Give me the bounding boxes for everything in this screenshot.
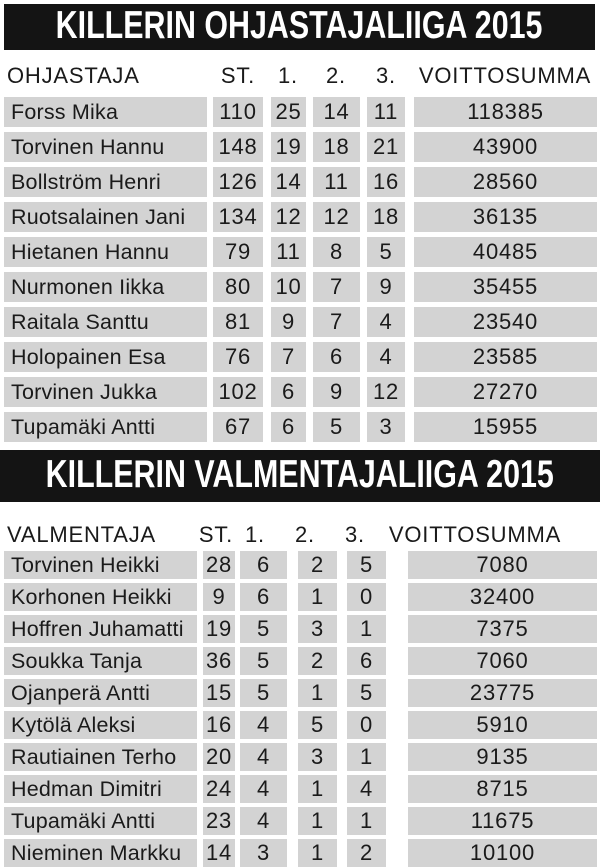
winnings-cell: 5910 — [408, 711, 597, 739]
third-places-cell: 11 — [367, 97, 405, 127]
second-places-cell: 1 — [298, 583, 337, 611]
second-places-cell: 5 — [313, 412, 360, 442]
winnings-cell: 23585 — [414, 342, 597, 372]
table-row — [0, 132, 600, 162]
starts-cell: 110 — [213, 97, 263, 127]
second-places-cell: 7 — [313, 272, 360, 302]
starts-cell: 81 — [213, 307, 263, 337]
winnings-cell: 35455 — [414, 272, 597, 302]
third-places-cell: 6 — [347, 647, 386, 675]
starts-cell: 76 — [213, 342, 263, 372]
person-name-cell: Soukka Tanja — [4, 647, 197, 675]
third-places-cell: 5 — [347, 551, 386, 579]
third-places-cell: 1 — [347, 807, 386, 835]
drivers-league-column-headers — [0, 62, 600, 90]
column-header-thirds: 3. — [376, 63, 396, 88]
first-places-cell: 4 — [240, 743, 287, 771]
winnings-cell: 15955 — [414, 412, 597, 442]
third-places-cell: 9 — [367, 272, 405, 302]
winnings-cell: 11675 — [408, 807, 597, 835]
second-places-cell: 5 — [298, 711, 337, 739]
person-name-cell: Ojanperä Antti — [4, 679, 197, 707]
first-places-cell: 12 — [271, 202, 306, 232]
second-places-cell: 3 — [298, 615, 337, 643]
third-places-cell: 2 — [347, 839, 386, 867]
third-places-cell: 21 — [367, 132, 405, 162]
first-places-cell: 3 — [240, 839, 287, 867]
first-places-cell: 9 — [271, 307, 306, 337]
column-header-winnings: VOITTOSUMMA — [418, 63, 592, 88]
first-places-cell: 6 — [240, 583, 287, 611]
column-header-seconds: 2. — [326, 63, 346, 88]
second-places-cell: 1 — [298, 679, 337, 707]
first-places-cell: 14 — [271, 167, 306, 197]
third-places-cell: 0 — [347, 711, 386, 739]
starts-cell: 15 — [203, 679, 235, 707]
second-places-cell: 8 — [313, 237, 360, 267]
second-places-cell: 3 — [298, 743, 337, 771]
starts-cell: 9 — [203, 583, 235, 611]
first-places-cell: 19 — [271, 132, 306, 162]
winnings-cell: 118385 — [414, 97, 597, 127]
third-places-cell: 4 — [367, 307, 405, 337]
second-places-cell: 11 — [313, 167, 360, 197]
first-places-cell: 6 — [271, 412, 306, 442]
winnings-cell: 40485 — [414, 237, 597, 267]
table-row — [0, 647, 600, 675]
third-places-cell: 5 — [367, 237, 405, 267]
person-name-cell: Korhonen Heikki — [4, 583, 197, 611]
person-name-cell: Ruotsalainen Jani — [4, 202, 207, 232]
starts-cell: 14 — [203, 839, 235, 867]
winnings-cell: 28560 — [414, 167, 597, 197]
person-name-cell: Torvinen Hannu — [4, 132, 207, 162]
first-places-cell: 4 — [240, 711, 287, 739]
column-header-starts: ST. — [220, 63, 256, 88]
starts-cell: 102 — [213, 377, 263, 407]
person-name-cell: Bollström Henri — [4, 167, 207, 197]
column-header-driver: OHJASTAJA — [7, 63, 140, 88]
column-header-winnings: VOITTOSUMMA — [388, 522, 562, 547]
third-places-cell: 18 — [367, 202, 405, 232]
person-name-cell: Rautiainen Terho — [4, 743, 197, 771]
column-header-starts: ST. — [198, 522, 234, 547]
table-row — [0, 583, 600, 611]
starts-cell: 148 — [213, 132, 263, 162]
person-name-cell: Torvinen Jukka — [4, 377, 207, 407]
starts-cell: 28 — [203, 551, 235, 579]
column-header-thirds: 3. — [345, 522, 365, 547]
trainers-league-title: KILLERIN VALMENTAJALIIGA 2015 — [45, 453, 555, 496]
table-row — [0, 412, 600, 442]
table-row — [0, 237, 600, 267]
winnings-cell: 43900 — [414, 132, 597, 162]
winnings-cell: 23775 — [408, 679, 597, 707]
drivers-league-title: KILLERIN OHJASTAJALIIGA 2015 — [56, 4, 543, 47]
starts-cell: 20 — [203, 743, 235, 771]
trainers-league-rows — [0, 551, 600, 867]
second-places-cell: 1 — [298, 775, 337, 803]
third-places-cell: 3 — [367, 412, 405, 442]
third-places-cell: 12 — [367, 377, 405, 407]
first-places-cell: 25 — [271, 97, 306, 127]
drivers-league-title-banner — [4, 4, 595, 50]
table-row — [0, 807, 600, 835]
person-name-cell: Holopainen Esa — [4, 342, 207, 372]
starts-cell: 19 — [203, 615, 235, 643]
person-name-cell: Raitala Santtu — [4, 307, 207, 337]
table-row — [0, 342, 600, 372]
starts-cell: 16 — [203, 711, 235, 739]
first-places-cell: 5 — [240, 679, 287, 707]
first-places-cell: 5 — [240, 615, 287, 643]
table-row — [0, 679, 600, 707]
drivers-league-rows — [0, 97, 600, 447]
column-header-firsts: 1. — [245, 522, 265, 547]
starts-cell: 67 — [213, 412, 263, 442]
winnings-cell: 10100 — [408, 839, 597, 867]
table-row — [0, 743, 600, 771]
second-places-cell: 7 — [313, 307, 360, 337]
third-places-cell: 4 — [347, 775, 386, 803]
winnings-cell: 8715 — [408, 775, 597, 803]
third-places-cell: 1 — [347, 615, 386, 643]
winnings-cell: 32400 — [408, 583, 597, 611]
second-places-cell: 1 — [298, 839, 337, 867]
person-name-cell: Torvinen Heikki — [4, 551, 197, 579]
first-places-cell: 6 — [271, 377, 306, 407]
column-header-seconds: 2. — [295, 522, 315, 547]
column-header-firsts: 1. — [278, 63, 298, 88]
starts-cell: 24 — [203, 775, 235, 803]
table-row — [0, 615, 600, 643]
third-places-cell: 5 — [347, 679, 386, 707]
trainers-league-column-headers — [0, 521, 600, 549]
person-name-cell: Kytölä Aleksi — [4, 711, 197, 739]
first-places-cell: 4 — [240, 807, 287, 835]
starts-cell: 126 — [213, 167, 263, 197]
third-places-cell: 0 — [347, 583, 386, 611]
table-row — [0, 775, 600, 803]
starts-cell: 79 — [213, 237, 263, 267]
person-name-cell: Forss Mika — [4, 97, 207, 127]
starts-cell: 134 — [213, 202, 263, 232]
winnings-cell: 9135 — [408, 743, 597, 771]
person-name-cell: Tupamäki Antti — [4, 807, 197, 835]
person-name-cell: Hedman Dimitri — [4, 775, 197, 803]
winnings-cell: 36135 — [414, 202, 597, 232]
table-row — [0, 307, 600, 337]
first-places-cell: 6 — [240, 551, 287, 579]
second-places-cell: 18 — [313, 132, 360, 162]
person-name-cell: Hoffren Juhamatti — [4, 615, 197, 643]
first-places-cell: 7 — [271, 342, 306, 372]
third-places-cell: 1 — [347, 743, 386, 771]
third-places-cell: 4 — [367, 342, 405, 372]
table-row — [0, 97, 600, 127]
first-places-cell: 10 — [271, 272, 306, 302]
table-row — [0, 202, 600, 232]
second-places-cell: 1 — [298, 807, 337, 835]
first-places-cell: 4 — [240, 775, 287, 803]
starts-cell: 80 — [213, 272, 263, 302]
first-places-cell: 11 — [271, 237, 306, 267]
table-row — [0, 167, 600, 197]
winnings-cell: 7080 — [408, 551, 597, 579]
trainers-league-title-banner — [0, 450, 600, 502]
person-name-cell: Tupamäki Antti — [4, 412, 207, 442]
table-row — [0, 272, 600, 302]
starts-cell: 23 — [203, 807, 235, 835]
winnings-cell: 23540 — [414, 307, 597, 337]
second-places-cell: 12 — [313, 202, 360, 232]
person-name-cell: Nieminen Markku — [4, 839, 197, 867]
starts-cell: 36 — [203, 647, 235, 675]
second-places-cell: 9 — [313, 377, 360, 407]
second-places-cell: 6 — [313, 342, 360, 372]
table-row — [0, 711, 600, 739]
second-places-cell: 2 — [298, 647, 337, 675]
winnings-cell: 7375 — [408, 615, 597, 643]
winnings-cell: 27270 — [414, 377, 597, 407]
table-row — [0, 551, 600, 579]
third-places-cell: 16 — [367, 167, 405, 197]
person-name-cell: Hietanen Hannu — [4, 237, 207, 267]
table-row — [0, 377, 600, 407]
winnings-cell: 7060 — [408, 647, 597, 675]
person-name-cell: Nurmonen Iikka — [4, 272, 207, 302]
second-places-cell: 2 — [298, 551, 337, 579]
second-places-cell: 14 — [313, 97, 360, 127]
table-row — [0, 839, 600, 867]
column-header-trainer: VALMENTAJA — [7, 522, 156, 547]
first-places-cell: 5 — [240, 647, 287, 675]
